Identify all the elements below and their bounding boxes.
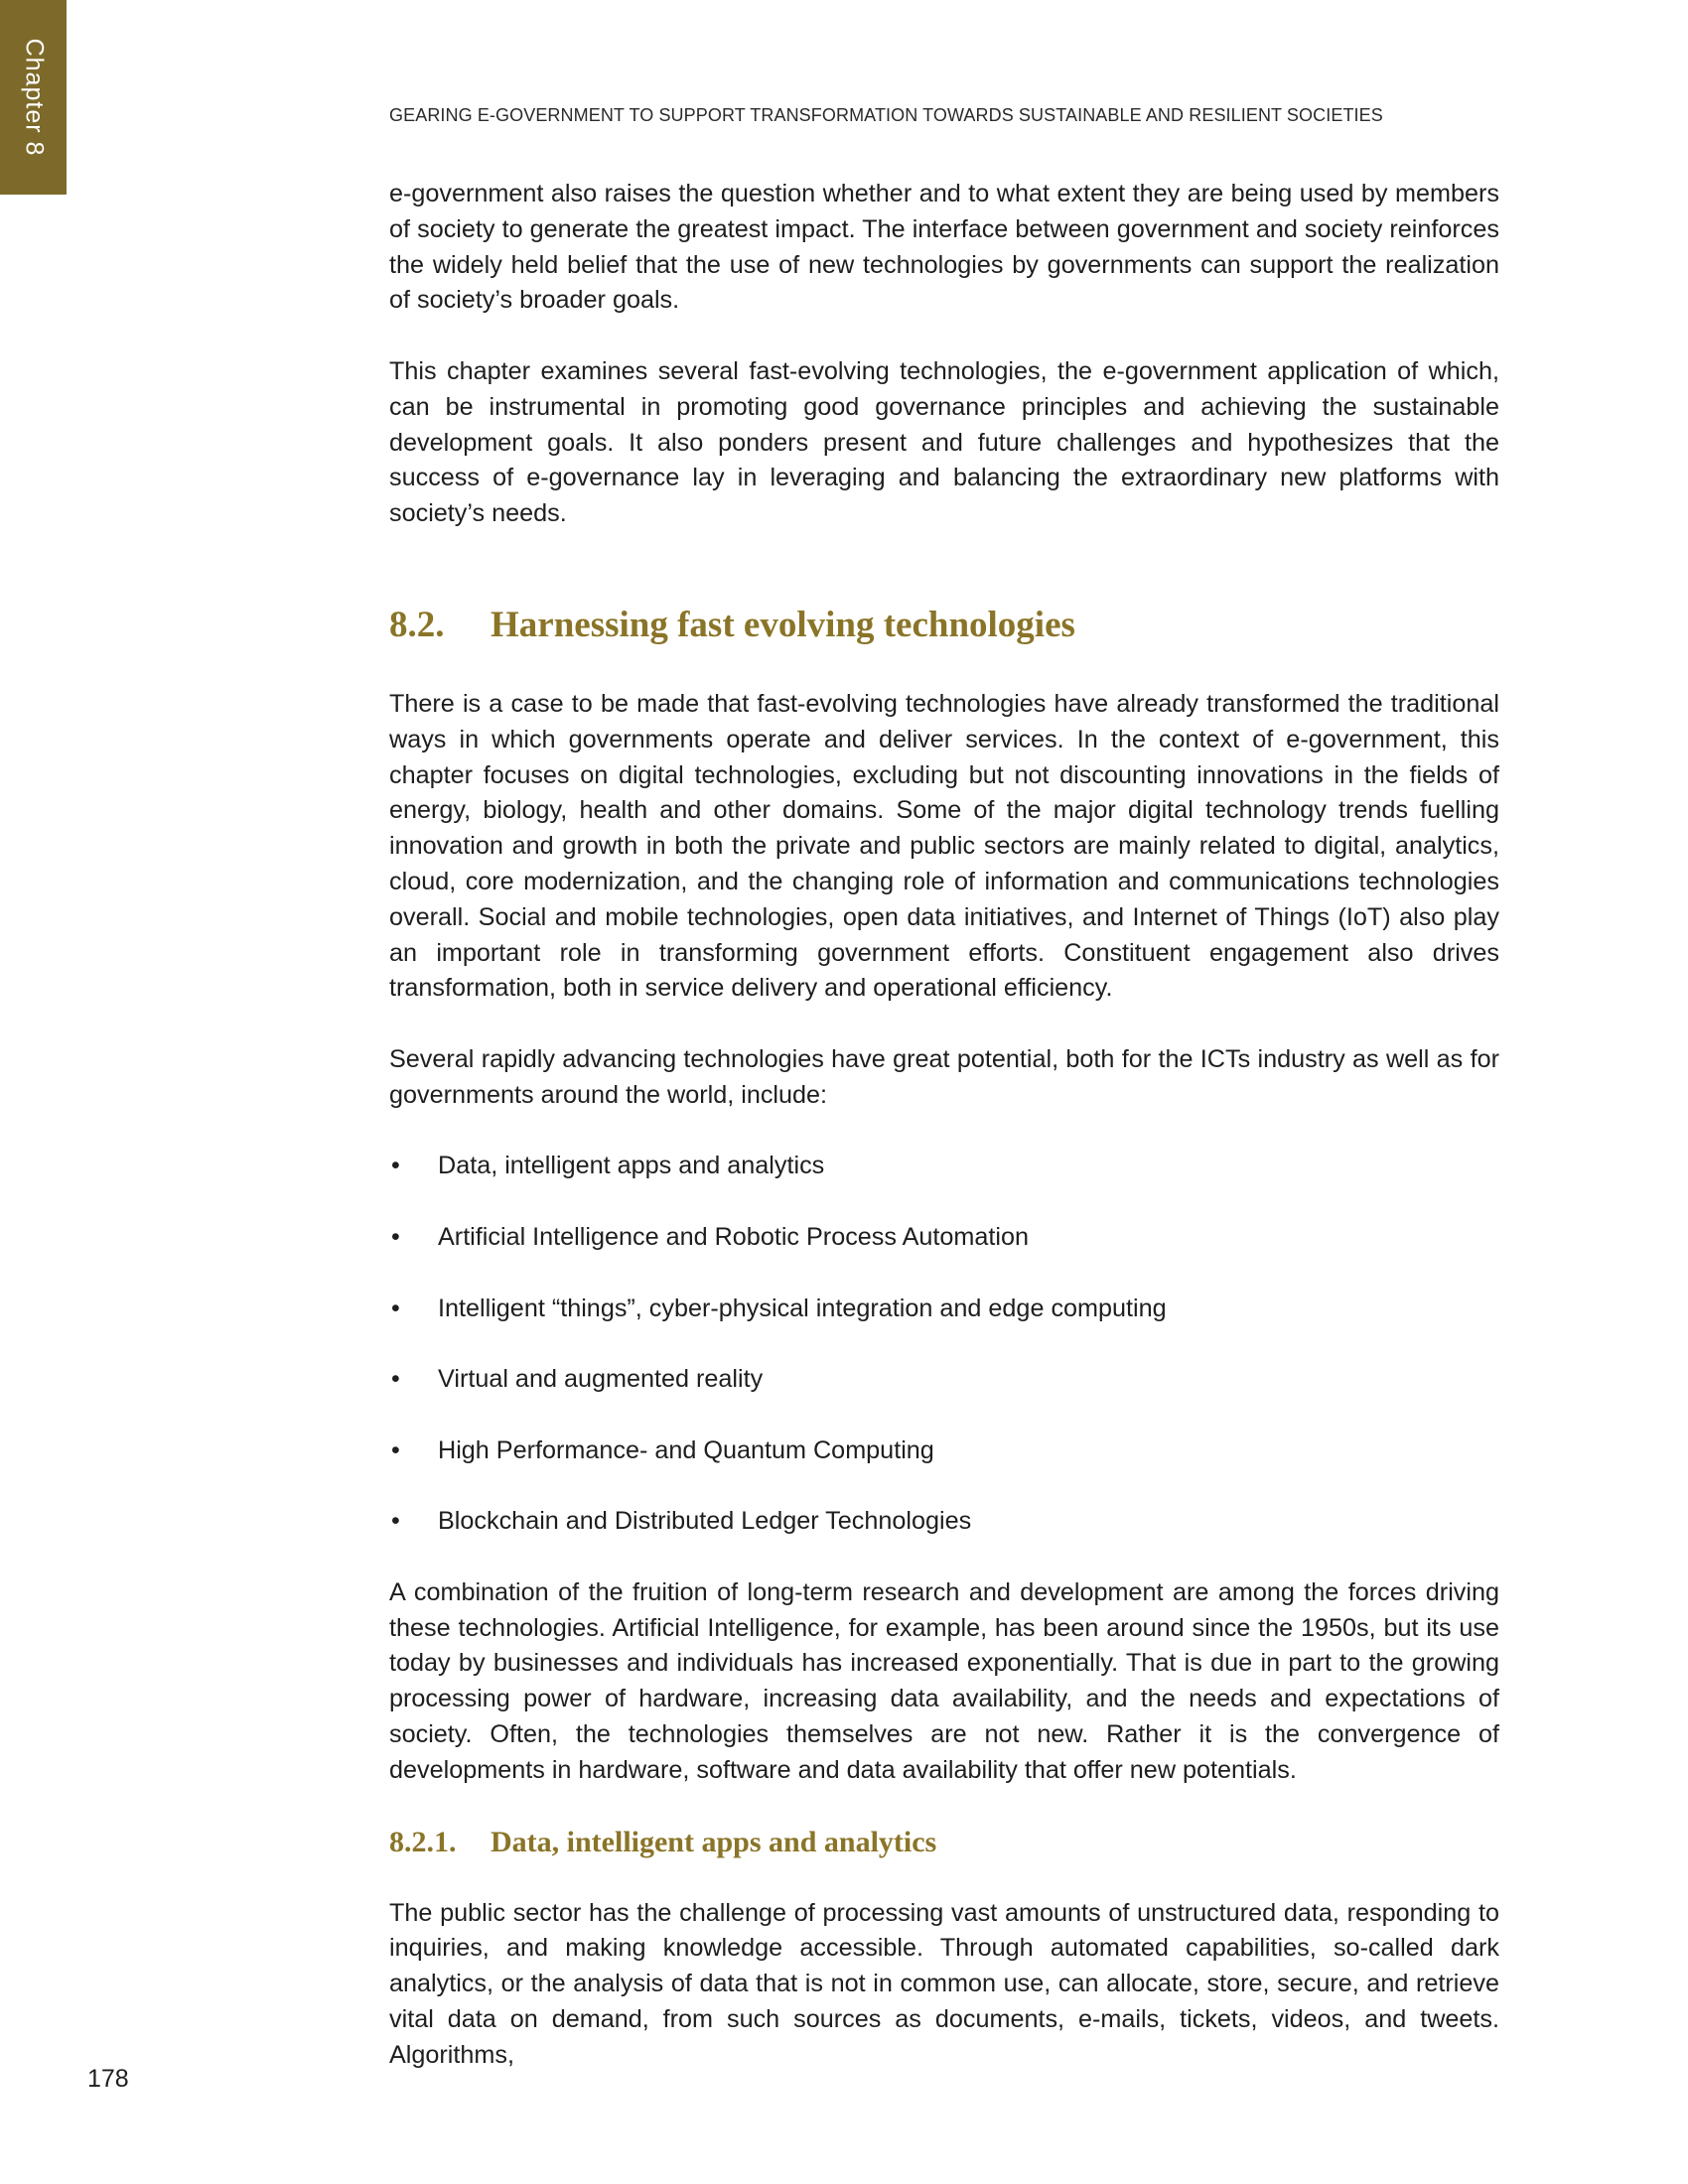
section-heading [389,602,1499,649]
intro-paragraph-2: This chapter examines several fast-evolving technologies, the e-government application of which, can be instrumental in promoting good governance principles and achieving the sustainable development goals. It also ponders present and future challenges and hypothesizes that the success of e-governance lay in leveraging and balancing the extraordinary new platforms with society’s needs. [389,356,1499,528]
list-item [389,1433,1499,1469]
bullet-icon: • [391,1152,400,1180]
intro-paragraph-1: e-government also raises the question whether and to what extent they are being used by members of society to generate the greatest impact. The interface between government and society reinforces the widely held belief that the use of new technologies by governments can support the realization of society’s broader goals. [389,180,1499,315]
list-item-text: Artificial Intelligence and Robotic Process Automation [438,1222,1030,1251]
chapter-tab [0,0,67,195]
technology-list [389,1149,1499,1540]
list-item-text: Data, intelligent apps and analytics [438,1152,825,1180]
bullet-icon: • [391,1507,400,1536]
running-header: GEARING E-GOVERNMENT TO SUPPORT TRANSFORMATION TOWARDS SUSTAINABLE AND RESILIENT SOCIETIES [389,105,1383,125]
list-item [389,1504,1499,1540]
list-item [389,1362,1499,1398]
bullet-icon: • [391,1294,400,1322]
subsection-number: 8.2.1. [389,1825,457,1858]
list-item-text: Blockchain and Distributed Ledger Technologies [438,1507,972,1536]
list-item [389,1220,1499,1256]
list-item-text: Virtual and augmented reality [438,1365,764,1394]
page-number: 178 [87,2065,129,2093]
list-item [389,1149,1499,1184]
bullet-icon: • [391,1365,400,1394]
section-title: Harnessing fast evolving technologies [491,605,1075,646]
page-content [389,177,1499,2074]
section-paragraph-1: There is a case to be made that fast-evolving technologies have already transformed the traditional ways in which governments operate and deliver services. In the context of e-government, this chapter focuses on digital technologies, excluding but not discounting innovations in the fields of energy, biology, health and other domains. Some of the major digital technology trends fuelling innovation and growth in both the private and public sectors are mainly related to digital, analytics, cloud, core modernization, and the changing role of information and communications technologies overall. Social and mobile technologies, open data initiatives, and Internet of Things (IoT) also play an important role in transforming government efforts. Constituent engagement also drives transformation, both in service delivery and operational efficiency. [389,689,1499,1003]
list-item-text: Intelligent “things”, cyber-physical integration and edge computing [438,1294,1167,1322]
list-item-text: High Performance- and Quantum Computing [438,1435,934,1464]
section-closing-paragraph: A combination of the fruition of long-term research and development are among the forces driving these technologies. Artificial Intelligence, for example, has been around since the 1950s, but its use today by businesses and individuals has increased exponentially. That is due in part to the growing processing power of hardware, increasing data availability, and the needs and expectations of society. Often, the technologies themselves are not new. Rather it is the convergence of developments in hardware, software and data availability that offer new potentials. [389,1577,1499,1784]
section-number: 8.2. [389,605,445,646]
subsection-title: Data, intelligent apps and analytics [491,1825,937,1858]
chapter-tab-label: Chapter 8 [20,38,49,157]
subsection-heading [389,1823,1499,1862]
bullet-icon: • [391,1222,400,1251]
subsection-paragraph: The public sector has the challenge of processing vast amounts of unstructured data, responding to inquiries, and making knowledge accessible. Through automated capabilities, so-called dark analytics, or the analysis of data that is not in common use, can allocate, store, secure, and retrieve vital data on demand, from such sources as documents, e-mails, tickets, videos, and tweets. Algorithms, [389,1898,1499,2069]
list-item [389,1292,1499,1327]
section-paragraph-2: Several rapidly advancing technologies have great potential, both for the ICTs industry as well as for governments around the world, include: [389,1044,1499,1109]
bullet-icon: • [391,1435,400,1464]
